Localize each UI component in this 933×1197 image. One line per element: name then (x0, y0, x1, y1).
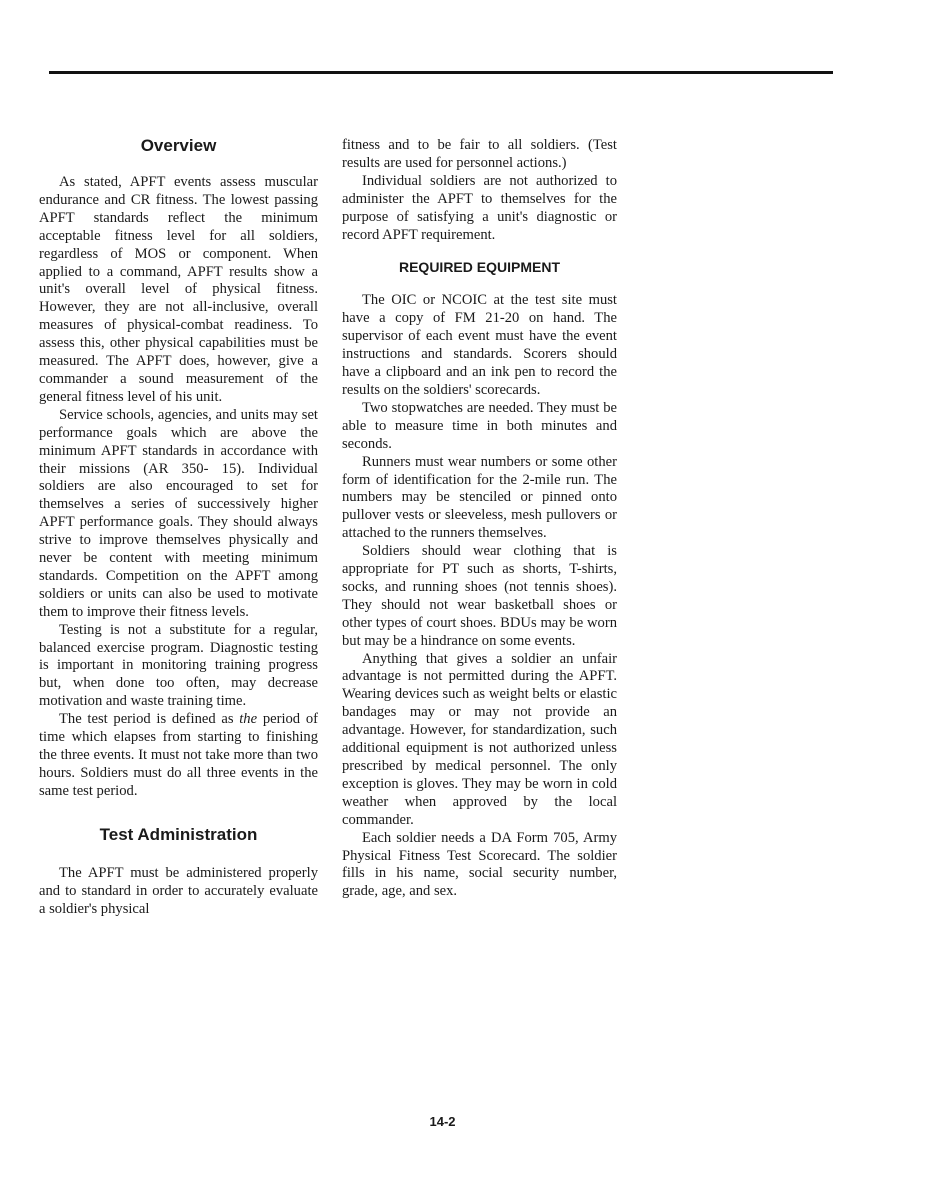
right-column (342, 137, 617, 901)
overview-paragraph-3: Testing is not a substitute for a regular, balanced exercise program. Diagnostic testing is important in monitoring training progress but, when done too often, may decrease motivation and waste training time. (39, 621, 318, 710)
overview-paragraph-2: Service schools, agencies, and units may set performance goals which are above the minimum APFT standards in accordance with their missions (AR 350- 15). Individual soldiers are also encouraged to set for themselves a series of successively higher APFT performance goals. They should always strive to improve themselves physically and never be content with meeting minimum standards. Competition on the APFT among soldiers or units can also be used to motivate them to improve their fitness levels. (39, 406, 318, 620)
test-admin-paragraph-1: The APFT must be administered properly and to standard in order to accurately evaluate a soldier's physical (39, 864, 318, 917)
heading-test-administration: Test Administration (99, 824, 258, 844)
equipment-paragraph-5: Anything that gives a soldier an unfair advantage is not permitted during the APFT. Wearing devices such as weight belts or elastic bandages may or may not provide an advantage. However, for standardization, such additional equipment is not authorized unless prescribed by medical personnel. The only exception is gloves. They may be worn in cold weather when approved by the local commander. (342, 650, 617, 828)
heading-overview: Overview (140, 136, 217, 155)
left-column (39, 136, 318, 918)
equipment-paragraph-2: Two stopwatches are needed. They must be able to measure time in both minutes and seconds. (342, 399, 617, 452)
page-number: 14-2 (429, 1114, 456, 1129)
equipment-paragraph-6: Each soldier needs a DA Form 705, Army Physical Fitness Test Scorecard. The soldier fills in his name, social security number, grade, age, and sex. (342, 829, 617, 900)
overview-paragraph-1: As stated, APFT events assess muscular endurance and CR fitness. The lowest passing APFT standards reflect the minimum acceptable fitness level for all soldiers, regardless of MOS or component. When applied to a command, APFT results show a unit's overall level of physical fitness. However, they are not all-inclusive, overall measures of physical-combat readiness. To assess this, other physical capabilities must be measured. The APFT does, however, give a commander a sound measurement of the general fitness level of his unit. (39, 174, 318, 405)
equipment-paragraph-3: Runners must wear numbers or some other form of identification for the 2-mile run. The numbers may be stenciled or pinned onto pullover vests or sleeveless, mesh pullovers or attached to the runners themselves. (342, 453, 617, 542)
test-period-emphasis: the (239, 711, 258, 728)
test-admin-paragraph-2: Individual soldiers are not authorized to administer the APFT to themselves for the purpose of satisfying a unit's diagnostic or record APFT requirement. (342, 172, 617, 243)
equipment-paragraph-1: The OIC or NCOIC at the test site must have a copy of FM 21-20 on hand. The supervisor of each event must have the event instructions and standards. Scorers should have a clipboard and an ink pen to record the results on the soldiers' scorecards. (342, 292, 617, 398)
test-admin-paragraph-continued: fitness and to be fair to all soldiers. (Test results are used for personnel actions.) (342, 137, 617, 171)
heading-required-equipment: REQUIRED EQUIPMENT (398, 259, 560, 276)
top-horizontal-rule (49, 71, 833, 74)
overview-paragraph-4 (39, 711, 318, 801)
test-period-text-start: The test period is defined as (59, 711, 240, 728)
test-period-text-end: period of time which elapses from starting to finishing the three events. It must not take more than two hours. Soldiers must do all three events in the same test period. (39, 711, 318, 799)
equipment-paragraph-4: Soldiers should wear clothing that is appropriate for PT such as shorts, T-shirts, socks, and running shoes (not tennis shoes). They should not wear basketball shoes or other types of court shoes. BDUs may be worn but may be a hindrance on some events. (342, 543, 617, 649)
